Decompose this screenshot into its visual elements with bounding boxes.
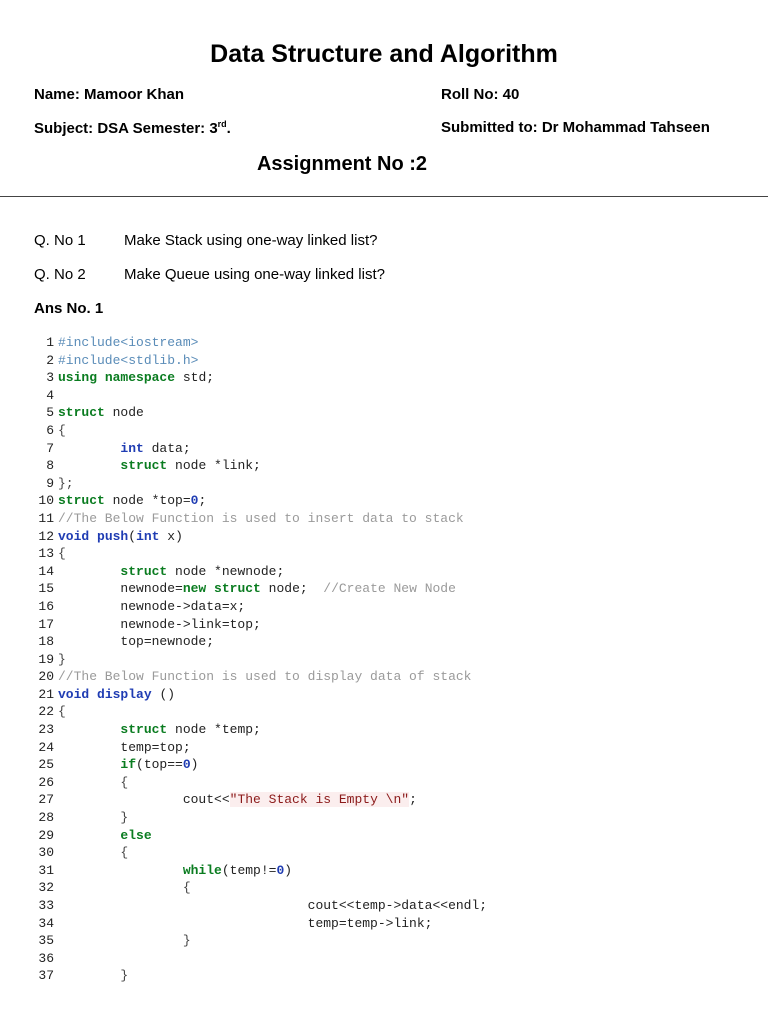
code-token: if xyxy=(120,757,137,773)
code-token: } xyxy=(182,933,191,949)
subject-semester xyxy=(34,119,231,137)
code-line xyxy=(20,528,760,546)
line-number: 35 xyxy=(38,933,54,949)
code-line xyxy=(20,457,760,475)
code-line xyxy=(20,915,760,933)
line-number: 24 xyxy=(38,739,54,755)
code-token xyxy=(89,529,97,544)
code-line xyxy=(20,369,760,387)
code-token: (top== xyxy=(136,757,183,773)
code-token: { xyxy=(120,845,129,861)
code-token: ) xyxy=(190,757,199,773)
code-token: { xyxy=(182,880,191,896)
line-number: 9 xyxy=(46,475,54,491)
code-line xyxy=(20,633,760,651)
code-token xyxy=(58,458,120,473)
code-token: struct xyxy=(120,563,168,579)
code-line xyxy=(20,352,760,370)
code-line xyxy=(20,827,760,845)
answer-heading: Ans No. 1 xyxy=(34,300,104,317)
code-line xyxy=(20,598,760,616)
code-line xyxy=(20,967,760,985)
code-token: { xyxy=(58,422,66,438)
code-token: namespace xyxy=(104,370,176,386)
semester-ordinal-suffix: rd xyxy=(217,119,227,129)
code-token: () xyxy=(151,686,176,702)
question-2 xyxy=(34,266,385,283)
code-token: int xyxy=(136,528,160,544)
line-number: 16 xyxy=(38,598,54,614)
code-token xyxy=(58,968,120,983)
code-line xyxy=(20,668,760,686)
code-token: //The Below Function is used to display data of stack xyxy=(58,669,472,685)
code-line xyxy=(20,422,760,440)
code-token: node; xyxy=(260,581,324,597)
line-number: 15 xyxy=(38,581,54,597)
line-number: 37 xyxy=(38,968,54,984)
assignment-number: Assignment No :2 xyxy=(256,153,428,175)
code-token: #include<stdlib.h> xyxy=(58,352,199,368)
code-token: display xyxy=(97,686,152,702)
code-token: { xyxy=(58,546,66,562)
code-token: temp=top; xyxy=(58,739,191,755)
code-token: else xyxy=(120,827,152,843)
line-number: 22 xyxy=(38,704,54,720)
code-line xyxy=(20,739,760,757)
code-token: x) xyxy=(159,528,183,544)
line-number: 2 xyxy=(46,352,54,368)
line-number: 26 xyxy=(38,774,54,790)
line-number: 31 xyxy=(38,862,54,878)
line-number: 1 xyxy=(46,335,54,350)
subject-end: . xyxy=(226,120,231,137)
line-number: 33 xyxy=(38,898,54,913)
code-token xyxy=(58,845,120,860)
code-token: cout<< xyxy=(58,792,230,808)
code-token: ; xyxy=(409,792,417,808)
code-line xyxy=(20,545,760,563)
code-token xyxy=(58,775,120,790)
line-number: 23 xyxy=(38,722,54,738)
code-token: node *newnode; xyxy=(167,563,285,579)
code-line xyxy=(20,440,760,458)
line-number: 19 xyxy=(38,651,54,667)
code-line xyxy=(20,616,760,634)
code-token: }; xyxy=(58,475,74,491)
code-token xyxy=(58,757,120,772)
line-number: 21 xyxy=(38,686,54,702)
code-line xyxy=(20,862,760,880)
code-token: node *top= xyxy=(104,493,191,509)
code-line xyxy=(20,791,760,809)
roll-number: Roll No: 40 xyxy=(441,86,520,103)
code-token: cout<<temp->data<<endl; xyxy=(58,898,488,913)
code-token: newnode->data=x; xyxy=(58,598,246,614)
code-token xyxy=(58,863,183,878)
code-token: push xyxy=(97,528,129,544)
code-line xyxy=(20,563,760,581)
line-number: 30 xyxy=(38,845,54,861)
header-divider xyxy=(0,196,768,197)
code-token: node *link; xyxy=(167,458,261,474)
code-token: node *temp; xyxy=(167,722,261,738)
code-token: (temp!= xyxy=(221,862,277,878)
line-number: 4 xyxy=(46,387,54,403)
code-line xyxy=(20,809,760,827)
code-line xyxy=(20,756,760,774)
code-token: } xyxy=(120,810,129,826)
line-number: 17 xyxy=(38,616,54,632)
line-number: 18 xyxy=(38,634,54,650)
code-token: new xyxy=(182,581,207,597)
code-token: struct xyxy=(214,581,261,597)
document-title: Data Structure and Algorithm xyxy=(210,40,558,68)
code-token: } xyxy=(120,968,129,984)
code-token: } xyxy=(58,651,66,667)
line-number: 11 xyxy=(38,510,54,526)
line-number: 5 xyxy=(46,405,54,421)
line-number: 10 xyxy=(38,493,54,509)
code-token: newnode->link=top; xyxy=(58,616,261,632)
line-number: 20 xyxy=(38,669,54,685)
code-token: temp=temp->link; xyxy=(58,915,433,931)
line-number: 34 xyxy=(38,915,54,931)
code-token: 0 xyxy=(182,757,191,773)
code-line xyxy=(20,879,760,897)
code-token: struct xyxy=(120,458,168,474)
line-number: 27 xyxy=(38,792,54,808)
code-token xyxy=(58,441,120,456)
code-token: { xyxy=(58,704,66,720)
code-token: //Create New Node xyxy=(323,581,456,597)
code-line xyxy=(20,651,760,669)
code-line xyxy=(20,703,760,721)
code-token: ; xyxy=(198,493,207,509)
code-token: //The Below Function is used to insert data to stack xyxy=(58,510,464,526)
code-token: struct xyxy=(120,722,168,738)
code-token: node xyxy=(104,405,144,421)
code-line xyxy=(20,475,760,493)
code-line xyxy=(20,387,760,405)
code-line xyxy=(20,721,760,739)
line-number: 7 xyxy=(46,440,54,456)
code-token: newnode= xyxy=(58,581,183,597)
code-token: void xyxy=(58,686,90,702)
code-line xyxy=(20,492,760,510)
line-number: 32 xyxy=(38,880,54,896)
code-token: { xyxy=(120,774,129,790)
code-line xyxy=(20,580,760,598)
line-number: 3 xyxy=(46,370,54,386)
code-token: data; xyxy=(143,440,191,456)
code-token: #include<iostream> xyxy=(58,335,199,350)
code-line xyxy=(20,844,760,862)
code-token xyxy=(58,880,183,895)
line-number: 8 xyxy=(46,458,54,474)
code-token: struct xyxy=(58,405,105,421)
code-line xyxy=(20,510,760,528)
code-token xyxy=(206,581,214,596)
line-number: 6 xyxy=(46,422,54,438)
question-1-number: Q. No 1 xyxy=(34,232,86,249)
code-listing xyxy=(20,334,760,985)
code-token: 0 xyxy=(276,862,285,878)
code-token: void xyxy=(58,528,90,544)
code-token xyxy=(58,722,120,737)
question-2-text: Make Queue using one-way linked list? xyxy=(124,266,385,283)
code-token: ) xyxy=(284,862,293,878)
code-token xyxy=(58,933,183,948)
code-line xyxy=(20,897,760,915)
code-line xyxy=(20,950,760,968)
code-line xyxy=(20,334,760,352)
line-number: 13 xyxy=(38,546,54,562)
code-token: std; xyxy=(175,370,215,386)
code-token xyxy=(58,828,120,843)
code-token: while xyxy=(182,862,222,878)
line-number: 36 xyxy=(38,950,54,966)
code-token: ( xyxy=(128,528,137,544)
question-2-number: Q. No 2 xyxy=(34,266,86,283)
code-line xyxy=(20,932,760,950)
code-token: "The Stack is Empty \n" xyxy=(229,792,410,808)
line-number: 12 xyxy=(38,528,54,544)
line-number: 25 xyxy=(38,757,54,773)
question-1-text: Make Stack using one-way linked list? xyxy=(124,232,378,249)
line-number: 14 xyxy=(38,563,54,579)
code-token xyxy=(58,810,120,825)
code-token xyxy=(58,564,120,579)
line-number: 29 xyxy=(38,827,54,843)
subject-text: Subject: DSA Semester: 3 xyxy=(34,120,218,137)
question-1 xyxy=(34,232,377,249)
student-name: Name: Mamoor Khan xyxy=(34,86,185,103)
code-line xyxy=(20,404,760,422)
code-token: top=newnode; xyxy=(58,634,215,650)
code-token xyxy=(89,687,97,702)
submitted-to: Submitted to: Dr Mohammad Tahseen xyxy=(441,119,710,136)
code-token: int xyxy=(120,440,144,456)
code-line xyxy=(20,774,760,792)
code-line xyxy=(20,686,760,704)
code-token: using xyxy=(58,370,98,386)
code-token: 0 xyxy=(190,493,199,509)
code-token xyxy=(97,370,105,385)
line-number: 28 xyxy=(38,810,54,826)
code-token: struct xyxy=(58,493,105,509)
